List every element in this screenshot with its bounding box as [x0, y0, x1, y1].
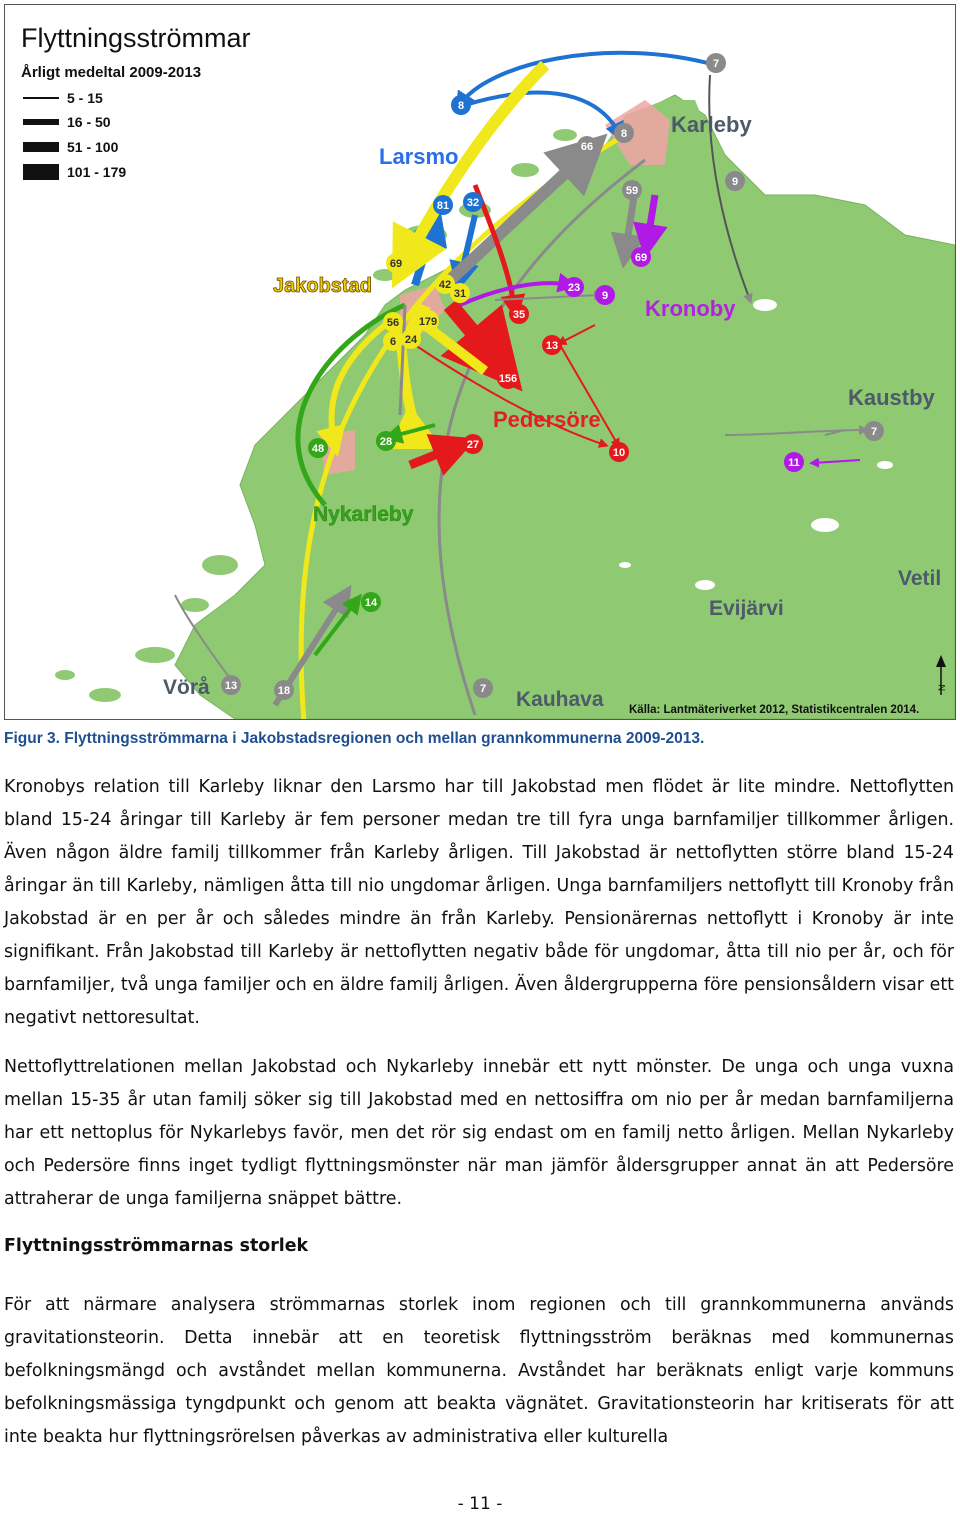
map-source: Källa: Lantmäteriverket 2012, Statistikcentralen 2014.	[629, 704, 920, 716]
flow-badge	[308, 438, 328, 458]
svg-text:48: 48	[311, 443, 325, 455]
flow-badge	[451, 95, 471, 115]
flow-badge	[463, 192, 483, 212]
flow-badge	[497, 367, 519, 389]
svg-text:56: 56	[386, 317, 400, 329]
svg-text:81: 81	[436, 200, 450, 212]
flow-badge	[542, 335, 562, 355]
svg-text:7: 7	[479, 683, 487, 695]
flow-badge	[864, 421, 884, 441]
legend-line-heavy	[23, 164, 59, 180]
flow-badge	[450, 283, 470, 303]
svg-text:8: 8	[457, 100, 465, 112]
place-label-kauhava: Kauhava	[516, 688, 604, 711]
place-label-vora: Vörå	[163, 676, 210, 699]
legend-label: 51 - 100	[67, 139, 119, 155]
place-label-karleby: Karleby	[671, 112, 752, 137]
legend-line-thick	[23, 142, 59, 152]
legend-label: 5 - 15	[67, 90, 103, 106]
legend-line-medium	[23, 119, 59, 125]
flow-badge	[577, 136, 597, 156]
svg-text:18: 18	[277, 685, 291, 697]
paragraph: För att närmare analysera strömmarnas storlek inom regionen och till grannkommunerna används gravitationsteorin. Detta innebär att en teoretisk flyttningsström beräknas med kommunernas befolkningsmängd och avståndet mellan kommunerna. Avståndet har beräknats enligt varje kommuns befolkningsmässiga tyngdpunkt och genom att beakta vägnätet. Gravitationsteorin har kritiserats för att inte beakta hur flyttningsrörelsen påverkas av administrativa eller kulturella	[4, 1295, 954, 1447]
flow-badge	[622, 180, 642, 200]
legend-line-thin	[23, 97, 59, 99]
place-label-evijarvi: Evijärvi	[709, 597, 784, 620]
place-label-larsmo: Larsmo	[379, 144, 459, 169]
svg-text:10: 10	[612, 447, 626, 459]
svg-text:59: 59	[625, 185, 639, 197]
section-heading: Flyttningsströmmarnas storlek	[4, 1236, 309, 1256]
flow-badge	[361, 592, 381, 612]
svg-text:179: 179	[418, 316, 438, 328]
flow-badge	[706, 53, 726, 73]
paragraph: Nettoflyttrelationen mellan Jakobstad och Nykarleby innebär ett nytt mönster. De unga och unga vuxna mellan 15-35 år utan familj söker sig till Jakobstad med en nettosiffra om nio per år medan barnfamiljerna har ett nettoplus för Nykarlebys favör, men det rör sig endast om en familj netto årligen. Mellan Nykarleby och Pedersöre finns inget tydligt flyttningsmönster när man jämför åldersgrupper annat än att Pedersöre attraherar de unga familjerna snäppet bättre.	[4, 1057, 954, 1209]
flow-badge	[401, 329, 421, 349]
svg-text:28: 28	[379, 436, 393, 448]
svg-text:27: 27	[466, 439, 480, 451]
svg-text:42: 42	[438, 279, 452, 291]
place-label-pedersore: Pedersöre	[493, 407, 601, 432]
flow-badge	[609, 442, 629, 462]
svg-text:8: 8	[620, 128, 628, 140]
svg-text:24: 24	[404, 334, 418, 346]
svg-text:7: 7	[870, 426, 878, 438]
place-label-jakobstad: Jakobstad	[273, 275, 372, 297]
flow-badge	[463, 434, 483, 454]
flow-badge	[564, 277, 584, 297]
svg-text:31: 31	[453, 288, 467, 300]
flow-badge	[383, 312, 403, 332]
map-title: Flyttningsströmmar	[21, 23, 251, 53]
flow-badge	[725, 171, 745, 191]
svg-text:13: 13	[224, 680, 238, 692]
figure-caption: Figur 3. Flyttningsströmmarna i Jakobstadsregionen och mellan grannkommunerna 2009-2013.	[4, 730, 705, 747]
flow-badge	[376, 431, 396, 451]
flow-badge	[433, 195, 453, 215]
place-label-kaustby: Kaustby	[848, 385, 935, 410]
flow-badge	[274, 680, 294, 700]
svg-text:35: 35	[512, 309, 526, 321]
flow-badge	[509, 304, 529, 324]
svg-text:6: 6	[389, 336, 397, 348]
legend-label: 16 - 50	[67, 114, 111, 130]
svg-text:69: 69	[634, 252, 648, 264]
flow-badge	[383, 331, 403, 351]
flow-badge	[631, 247, 651, 267]
svg-text:156: 156	[498, 373, 518, 385]
legend-label: 101 - 179	[67, 164, 127, 180]
flow-badge	[784, 452, 804, 472]
place-label-vetil: Vetil	[898, 567, 942, 590]
svg-text:9: 9	[731, 176, 739, 188]
flow-badge	[595, 285, 615, 305]
svg-text:32: 32	[466, 197, 480, 209]
svg-text:14: 14	[364, 597, 378, 609]
svg-text:66: 66	[580, 141, 594, 153]
flow-badge	[473, 678, 493, 698]
page-number: - 11 -	[457, 1494, 503, 1514]
place-label-kronoby: Kronoby	[645, 296, 736, 321]
north-label: N	[937, 684, 947, 691]
svg-text:69: 69	[389, 258, 403, 270]
svg-text:13: 13	[545, 340, 559, 352]
migration-flow-map	[4, 4, 956, 720]
flow-badge	[386, 253, 406, 273]
flow-badge	[221, 675, 241, 695]
place-label-nykarleby: Nykarleby	[313, 503, 414, 526]
flow-badge	[417, 310, 439, 332]
map-subtitle: Årligt medeltal 2009-2013	[21, 64, 202, 81]
paragraph: Kronobys relation till Karleby liknar den Larsmo har till Jakobstad men flödet är lite mindre. Nettoflytten bland 15-24 åringar till Karleby är fem personer medan tre till fyra unga barnfamiljer tillkommer årligen. Även någon äldre familj tillkommer från Karleby årligen. Till Jakobstad är nettoflytten större bland 15-24 åringar än till Karleby, nämligen åtta till nio ungdomar årligen. Unga barnfamiljers nettoflytt till Kronoby från Jakobstad är en per år och således mindre än från Karleby. Pensionärernas nettoflytt i Kronoby är inte signifikant. Från Jakobstad till Karleby är nettoflytten negativ både för ungdomar, åtta till nio per år, och för barnfamiljer, två unga familjer och en äldre familj årligen. Även åldergrupperna före pensionsåldern visar ett negativt nettoresultat.	[4, 777, 954, 1028]
svg-text:23: 23	[567, 282, 581, 294]
svg-text:7: 7	[712, 58, 720, 70]
svg-text:11: 11	[788, 457, 800, 469]
flow-badge	[614, 123, 634, 143]
svg-text:9: 9	[601, 290, 609, 302]
